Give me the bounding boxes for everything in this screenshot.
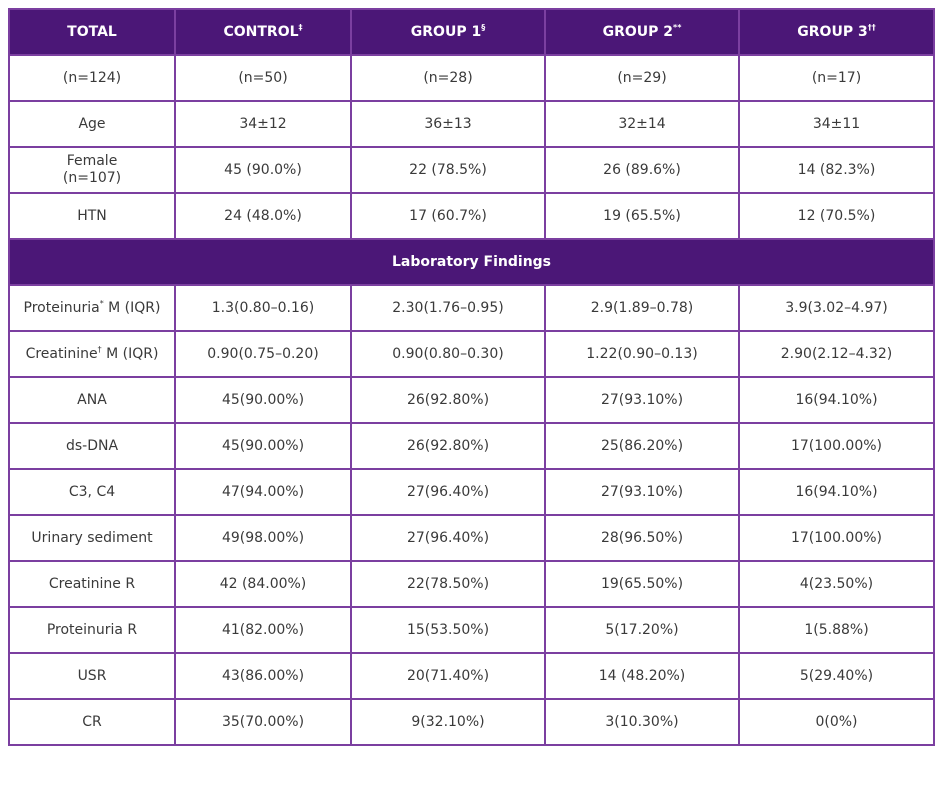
value-cell: (n=50) <box>175 55 351 101</box>
value-cell: 19(65.50%) <box>545 561 739 607</box>
table-row <box>9 607 934 653</box>
row-label-suffix: M (IQR) <box>103 300 161 316</box>
column-header-label: CONTROL <box>223 24 299 40</box>
value-cell: 24 (48.0%) <box>175 193 351 239</box>
section-header-row <box>9 239 934 285</box>
value-cell: 27(93.10%) <box>545 469 739 515</box>
row-label-cell <box>9 515 175 561</box>
row-label: Age <box>78 116 106 132</box>
value-cell: (n=28) <box>351 55 545 101</box>
value-cell: 34±12 <box>175 101 351 147</box>
value-cell: 27(96.40%) <box>351 515 545 561</box>
value-cell: 2.9(1.89–0.78) <box>545 285 739 331</box>
value-cell: 41(82.00%) <box>175 607 351 653</box>
table-row <box>9 469 934 515</box>
column-header <box>351 9 545 55</box>
value-cell: 9(32.10%) <box>351 699 545 745</box>
value-cell: 26(92.80%) <box>351 423 545 469</box>
value-cell: 3.9(3.02–4.97) <box>739 285 934 331</box>
value-cell: 1.22(0.90–0.13) <box>545 331 739 377</box>
value-cell: 5(17.20%) <box>545 607 739 653</box>
value-cell: 1.3(0.80–0.16) <box>175 285 351 331</box>
row-label-footnote-mark: * <box>99 299 104 308</box>
value-cell: 5(29.40%) <box>739 653 934 699</box>
value-cell: 45(90.00%) <box>175 377 351 423</box>
value-cell: 0.90(0.80–0.30) <box>351 331 545 377</box>
value-cell: 14 (48.20%) <box>545 653 739 699</box>
column-header <box>739 9 934 55</box>
value-cell: 42 (84.00%) <box>175 561 351 607</box>
value-cell: 15(53.50%) <box>351 607 545 653</box>
value-cell: 43(86.00%) <box>175 653 351 699</box>
value-cell: 2.30(1.76–0.95) <box>351 285 545 331</box>
table-row <box>9 147 934 193</box>
column-header <box>9 9 175 55</box>
value-cell: 36±13 <box>351 101 545 147</box>
column-header-footnote-mark: ‡ <box>298 23 303 32</box>
row-label: C3, C4 <box>68 484 116 500</box>
row-label: Proteinuria <box>23 300 100 316</box>
value-cell: 14 (82.3%) <box>739 147 934 193</box>
value-cell: 17 (60.7%) <box>351 193 545 239</box>
value-cell: 1(5.88%) <box>739 607 934 653</box>
column-header-label: GROUP 3 <box>797 24 868 40</box>
value-cell: (n=17) <box>739 55 934 101</box>
value-cell: 22 (78.5%) <box>351 147 545 193</box>
column-header-footnote-mark: § <box>481 23 486 32</box>
row-label: ANA <box>77 392 107 408</box>
value-cell: 28(96.50%) <box>545 515 739 561</box>
table-row <box>9 561 934 607</box>
value-cell: 4(23.50%) <box>739 561 934 607</box>
value-cell: 34±11 <box>739 101 934 147</box>
table-row <box>9 515 934 561</box>
value-cell: (n=29) <box>545 55 739 101</box>
row-label-cell <box>9 285 175 331</box>
row-label-cell <box>9 377 175 423</box>
row-label-cell <box>9 147 175 193</box>
column-header-label: TOTAL <box>67 24 117 40</box>
value-cell: 49(98.00%) <box>175 515 351 561</box>
value-cell: 16(94.10%) <box>739 469 934 515</box>
table-row <box>9 193 934 239</box>
column-header-footnote-mark: †† <box>867 23 876 32</box>
row-label-cell <box>9 331 175 377</box>
row-label: ds-DNA <box>65 438 119 454</box>
value-cell: 45(90.00%) <box>175 423 351 469</box>
value-cell: 25(86.20%) <box>545 423 739 469</box>
value-cell: 27(96.40%) <box>351 469 545 515</box>
value-cell: 47(94.00%) <box>175 469 351 515</box>
value-cell: 32±14 <box>545 101 739 147</box>
value-cell: 22(78.50%) <box>351 561 545 607</box>
row-label: CR <box>82 714 102 730</box>
table-row <box>9 101 934 147</box>
table-row <box>9 653 934 699</box>
row-label-cell <box>9 55 175 101</box>
value-cell: 2.90(2.12–4.32) <box>739 331 934 377</box>
value-cell: 0(0%) <box>739 699 934 745</box>
value-cell: 27(93.10%) <box>545 377 739 423</box>
row-label: USR <box>77 668 107 684</box>
value-cell: 16(94.10%) <box>739 377 934 423</box>
row-label: Creatinine R <box>48 576 136 592</box>
row-label-cell <box>9 653 175 699</box>
row-label: (n=124) <box>62 70 122 86</box>
column-header <box>545 9 739 55</box>
row-label-suffix: M (IQR) <box>101 346 159 362</box>
table-row <box>9 377 934 423</box>
value-cell: 19 (65.5%) <box>545 193 739 239</box>
row-label-cell <box>9 193 175 239</box>
row-label: Female (n=107) <box>62 153 122 186</box>
table-row <box>9 285 934 331</box>
results-table <box>8 8 935 746</box>
row-label-footnote-mark: † <box>97 345 102 354</box>
value-cell: 26 (89.6%) <box>545 147 739 193</box>
row-label-cell <box>9 699 175 745</box>
row-label: Urinary sediment <box>31 530 153 546</box>
row-label-cell <box>9 607 175 653</box>
section-title: Laboratory Findings <box>9 239 934 285</box>
column-header-label: GROUP 1 <box>410 24 482 40</box>
row-label: Proteinuria R <box>46 622 138 638</box>
value-cell: 45 (90.0%) <box>175 147 351 193</box>
value-cell: 35(70.00%) <box>175 699 351 745</box>
column-header-label: GROUP 2 <box>602 24 674 40</box>
row-label-cell <box>9 469 175 515</box>
row-label: HTN <box>77 208 107 224</box>
table-header <box>9 9 934 55</box>
table-row <box>9 55 934 101</box>
table-row <box>9 331 934 377</box>
value-cell: 20(71.40%) <box>351 653 545 699</box>
column-header-footnote-mark: ** <box>673 23 682 32</box>
table-row <box>9 699 934 745</box>
value-cell: 17(100.00%) <box>739 423 934 469</box>
value-cell: 12 (70.5%) <box>739 193 934 239</box>
value-cell: 3(10.30%) <box>545 699 739 745</box>
row-label: Creatinine <box>25 346 98 362</box>
row-label-cell <box>9 101 175 147</box>
value-cell: 0.90(0.75–0.20) <box>175 331 351 377</box>
header-row <box>9 9 934 55</box>
row-label-cell <box>9 561 175 607</box>
row-label-cell <box>9 423 175 469</box>
table-row <box>9 423 934 469</box>
table-body <box>9 55 934 745</box>
value-cell: 17(100.00%) <box>739 515 934 561</box>
value-cell: 26(92.80%) <box>351 377 545 423</box>
column-header <box>175 9 351 55</box>
